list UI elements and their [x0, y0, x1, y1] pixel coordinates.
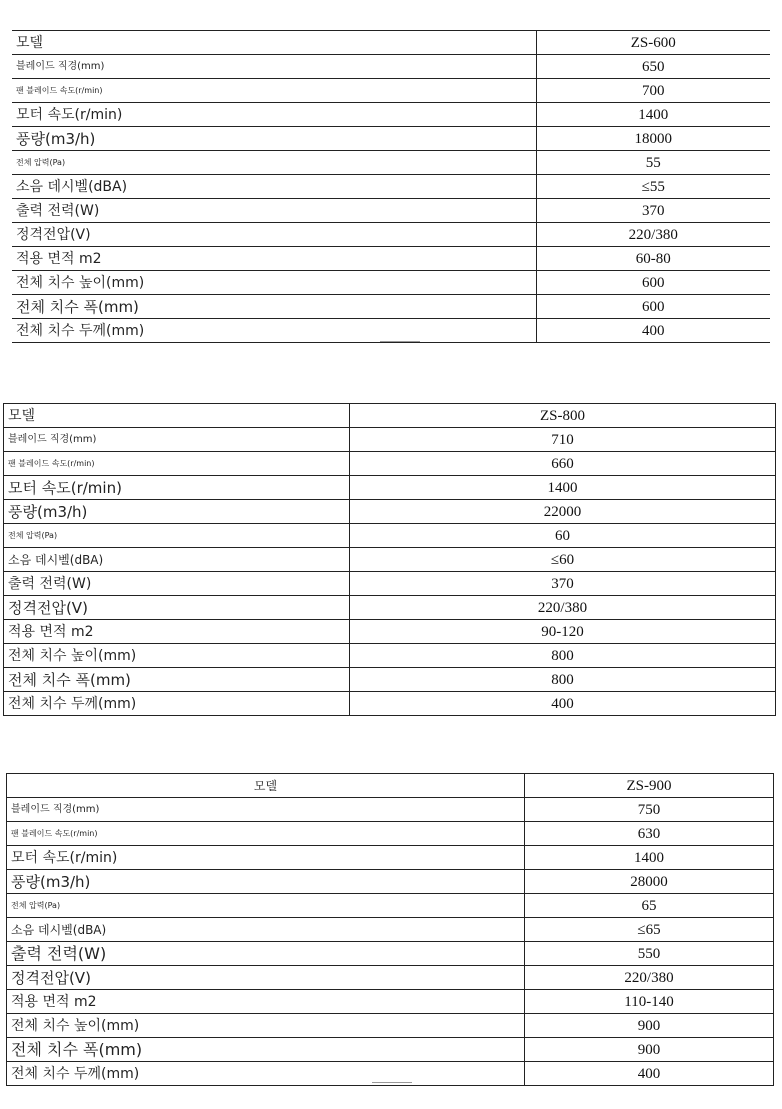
row-label: 전체 압력(Pa) [8, 530, 58, 540]
table-row [7, 966, 774, 990]
row-label: 소음 데시벨(dBA) [16, 178, 128, 195]
row-label: 출력 전력(W) [16, 202, 100, 219]
table-row [7, 990, 774, 1014]
row-value: 110-140 [525, 990, 774, 1014]
table-row [4, 644, 776, 668]
row-value: 60 [350, 524, 776, 548]
row-value: ≤55 [536, 175, 770, 199]
row-label: 블레이드 직경(mm) [11, 803, 100, 815]
table-row [4, 548, 776, 572]
row-label: 전체 압력(Pa) [16, 157, 66, 167]
row-value: 400 [536, 319, 770, 343]
table-row [4, 428, 776, 452]
row-value: 1400 [525, 846, 774, 870]
row-label: 적용 면적 m2 [11, 993, 97, 1010]
row-value: 900 [525, 1014, 774, 1038]
row-value: ZS-800 [350, 404, 776, 428]
row-label: 전체 치수 두께(mm) [16, 322, 145, 339]
table-row [7, 798, 774, 822]
row-label: 모터 속도(r/min) [11, 849, 118, 866]
row-label: 모델 [16, 34, 44, 51]
row-value: ≤60 [350, 548, 776, 572]
row-label: 출력 전력(W) [8, 575, 92, 592]
row-value: 55 [536, 151, 770, 175]
row-label: 풍량(m3/h) [11, 872, 91, 891]
row-value: 1400 [350, 476, 776, 500]
table-row [12, 223, 770, 247]
divider-tick [380, 341, 420, 342]
row-label: 팬 블레이드 속도(r/min) [16, 85, 103, 95]
row-value: 600 [536, 295, 770, 319]
row-value: 220/380 [536, 223, 770, 247]
table-row [12, 151, 770, 175]
row-label: 풍량(m3/h) [8, 502, 88, 521]
row-value: 660 [350, 452, 776, 476]
row-value: 800 [350, 644, 776, 668]
row-label: 블레이드 직경(mm) [16, 60, 105, 72]
row-value: 370 [536, 199, 770, 223]
divider-tick [372, 1082, 412, 1083]
row-value: 220/380 [350, 596, 776, 620]
row-label: 모델 [8, 407, 36, 424]
table-row [12, 247, 770, 271]
table-row [12, 79, 770, 103]
row-label: 출력 전력(W) [11, 943, 107, 963]
table-row [12, 199, 770, 223]
row-label: 블레이드 직경(mm) [8, 433, 97, 445]
row-label: 모터 속도(r/min) [16, 106, 123, 123]
spec-table-zs-900 [6, 773, 774, 1086]
table-row [12, 271, 770, 295]
table-row [4, 692, 776, 716]
table-row [7, 774, 774, 798]
table-row [12, 175, 770, 199]
row-value: 370 [350, 572, 776, 596]
row-label: 전체 치수 두께(mm) [8, 695, 137, 712]
table-row [12, 55, 770, 79]
row-label: 소음 데시벨(dBA) [8, 552, 104, 567]
row-value: 800 [350, 668, 776, 692]
table-row [4, 404, 776, 428]
row-value: ≤65 [525, 918, 774, 942]
row-label: 풍량(m3/h) [16, 129, 96, 148]
table-row [4, 668, 776, 692]
row-value: ZS-600 [536, 31, 770, 55]
table-row [7, 942, 774, 966]
row-label: 적용 면적 m2 [8, 623, 94, 640]
row-value: 550 [525, 942, 774, 966]
row-value: 400 [350, 692, 776, 716]
table-row [7, 870, 774, 894]
row-label: 모터 속도(r/min) [8, 478, 122, 497]
row-value: 22000 [350, 500, 776, 524]
row-label: 전체 치수 폭(mm) [8, 670, 131, 689]
row-value: 900 [525, 1038, 774, 1062]
row-value: 650 [536, 55, 770, 79]
table-row [4, 452, 776, 476]
row-label: 팬 블레이드 속도(r/min) [8, 458, 95, 468]
row-value: 700 [536, 79, 770, 103]
row-label: 전체 치수 높이(mm) [11, 1017, 140, 1034]
table-row [4, 620, 776, 644]
row-label: 소음 데시벨(dBA) [11, 922, 107, 937]
table-row [12, 319, 770, 343]
table-row [7, 1038, 774, 1062]
row-value: ZS-900 [525, 774, 774, 798]
row-value: 630 [525, 822, 774, 846]
spec-table-zs-600 [12, 30, 770, 343]
table-row [12, 295, 770, 319]
row-value: 90-120 [350, 620, 776, 644]
row-label: 정격전압(V) [8, 598, 88, 617]
row-value: 18000 [536, 127, 770, 151]
row-value: 65 [525, 894, 774, 918]
table-row [4, 596, 776, 620]
spec-table-zs-800 [3, 403, 776, 716]
table-row [4, 476, 776, 500]
table-row [4, 572, 776, 596]
table-row [7, 1014, 774, 1038]
row-label: 정격전압(V) [11, 968, 91, 987]
row-label: 전체 압력(Pa) [11, 900, 61, 910]
row-label: 정격전압(V) [16, 226, 91, 243]
table-row [7, 822, 774, 846]
row-label: 적용 면적 m2 [16, 250, 102, 267]
table-row [7, 846, 774, 870]
table-row [4, 500, 776, 524]
row-value: 600 [536, 271, 770, 295]
row-label: 전체 치수 두께(mm) [11, 1065, 140, 1082]
row-label: 전체 치수 높이(mm) [8, 647, 137, 664]
table-row [7, 894, 774, 918]
row-value: 220/380 [525, 966, 774, 990]
table-row [12, 103, 770, 127]
row-label: 모델 [253, 778, 278, 793]
row-value: 400 [525, 1062, 774, 1086]
row-value: 28000 [525, 870, 774, 894]
table-row [12, 127, 770, 151]
row-label: 팬 블레이드 속도(r/min) [11, 828, 98, 838]
row-label: 전체 치수 폭(mm) [16, 297, 139, 316]
row-value: 710 [350, 428, 776, 452]
row-value: 60-80 [536, 247, 770, 271]
table-row [7, 918, 774, 942]
row-value: 1400 [536, 103, 770, 127]
row-value: 750 [525, 798, 774, 822]
row-label: 전체 치수 폭(mm) [11, 1039, 143, 1059]
table-row [12, 31, 770, 55]
table-row [4, 524, 776, 548]
row-label: 전체 치수 높이(mm) [16, 274, 145, 291]
